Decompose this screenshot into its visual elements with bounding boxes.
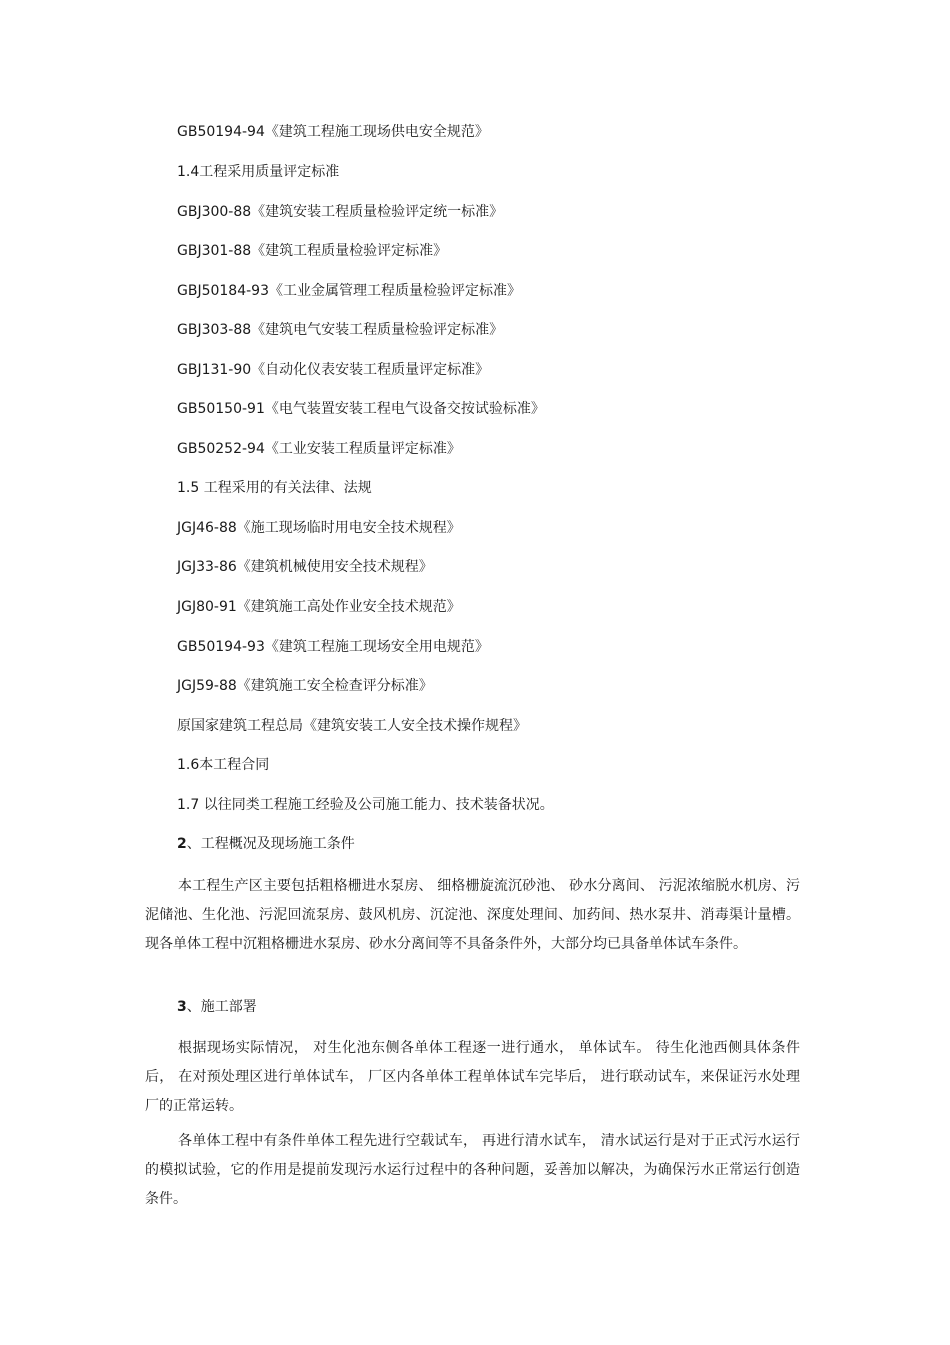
standard-line: GBJ300-88《建筑安装工程质量检验评定统一标准》 [177,204,504,220]
standard-line: GB50150-91《电气装置安装工程电气设备交按试验标准》 [177,401,545,417]
paragraph: 本工程生产区主要包括粗格栅进水泵房、 细格栅旋流沉砂池、 砂水分离间、 污泥浓缩脱水机房、污泥储池、生化池、污泥回流泵房、鼓风机房、沉淀池、深度处理间、加药间、热水泵井、消毒渠计量槽。现各单体工程中沉粗格栅进水泵房、砂水分离间等不具备条件外，大部分均已具备单体试车条件。 [145,878,800,952]
paragraph: 各单体工程中有条件单体工程先进行空载试车， 再进行清水试车， 清水试运行是对于正式污水运行的模拟试验，它的作用是提前发现污水运行过程中的各种问题，妥善加以解决，为确保污水正常运行创造条件。 [145,1133,800,1207]
subsection-heading: 1.4工程采用质量评定标准 [177,164,340,180]
standard-line: GBJ50184-93《工业金属管理工程质量检验评定标准》 [177,283,521,299]
standard-line: GBJ301-88《建筑工程质量检验评定标准》 [177,243,448,259]
regulation-line: JGJ59-88《建筑施工安全检查评分标准》 [177,678,433,694]
standard-line: GBJ131-90《自动化仪表安装工程质量评定标准》 [177,362,490,378]
section-number: 3 [177,999,187,1015]
regulation-line: GB50194-93《建筑工程施工现场安全用电规范》 [177,639,489,655]
paragraph: 根据现场实际情况， 对生化池东侧各单体工程逐一进行通水， 单体试车。 待生化池西侧具体条件后， 在对预处理区进行单体试车， 厂区内各单体工程单体试车完毕后， 进行联动试车，来保证污水处理厂的正常运转。 [145,1040,800,1114]
regulation-line: JGJ46-88《施工现场临时用电安全技术规程》 [177,520,461,536]
regulation-line: JGJ80-91《建筑施工高处作业安全技术规范》 [177,599,461,615]
regulation-line: JGJ33-86《建筑机械使用安全技术规程》 [177,559,433,575]
standard-line: GBJ303-88《建筑电气安装工程质量检验评定标准》 [177,322,504,338]
subsection-heading: 1.5 工程采用的有关法律、法规 [177,480,372,496]
subsection-heading: 1.7 以往同类工程施工经验及公司施工能力、技术装备状况。 [177,797,554,813]
standard-line: GB50252-94《工业安装工程质量评定标准》 [177,441,461,457]
section-number: 2 [177,836,187,852]
standard-line: GB50194-94《建筑工程施工现场供电安全规范》 [177,124,489,140]
section-heading [177,834,355,854]
section-heading [177,997,257,1017]
subsection-heading: 1.6本工程合同 [177,757,270,773]
section-title: 、施工部署 [186,999,257,1015]
regulation-line: 原国家建筑工程总局《建筑安装工人安全技术操作规程》 [177,718,527,734]
section-title: 、工程概况及现场施工条件 [186,836,355,852]
